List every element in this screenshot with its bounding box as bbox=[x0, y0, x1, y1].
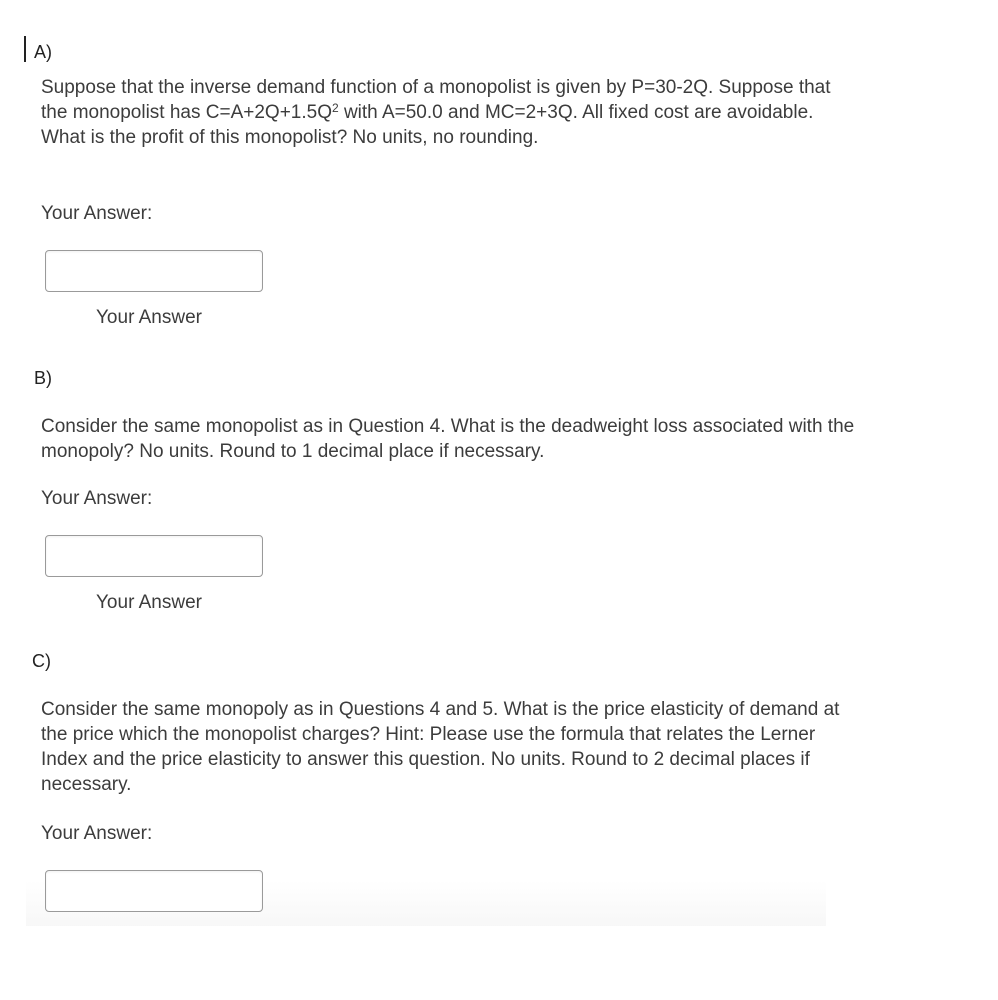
question-a-text bbox=[41, 75, 861, 150]
question-c-answer-input[interactable] bbox=[45, 870, 263, 912]
question-c-answer-label: Your Answer: bbox=[41, 823, 153, 844]
question-a-label: A) bbox=[34, 42, 52, 62]
question-a-text-before: Suppose that the inverse demand function of a monopolist is given by P=30-2Q. Suppose that the monopolist has C=A+2Q+1.5Q bbox=[41, 77, 831, 123]
question-a-text-sup: 2 bbox=[331, 101, 339, 115]
question-c-label: C) bbox=[32, 651, 51, 671]
question-b-answer-input[interactable] bbox=[45, 535, 263, 577]
question-b-answer-caption: Your Answer bbox=[96, 592, 202, 613]
question-b-answer-label: Your Answer: bbox=[41, 488, 153, 509]
question-b-text: Consider the same monopolist as in Question 4. What is the deadweight loss associated with the monopoly? No units. Round to 1 decimal place if necessary. bbox=[41, 416, 855, 462]
question-a-answer-label: Your Answer: bbox=[41, 203, 153, 224]
question-b-label: B) bbox=[34, 368, 52, 388]
question-a-answer-input[interactable] bbox=[45, 250, 263, 292]
question-a-text-after: with A=50.0 and MC=2+3Q. All fixed cost are avoidable. What is the profit of this monopolist? No units, no rounding. bbox=[41, 102, 814, 148]
question-a-answer-caption: Your Answer bbox=[96, 307, 202, 328]
text-cursor bbox=[24, 36, 26, 62]
question-c-text: Consider the same monopoly as in Questions 4 and 5. What is the price elasticity of demand at the price which the monopolist charges? Hint: Please use the formula that relates the Lerner Index and the price elasticity to answer this question. No units. Round to 2 decimal places if necessary. bbox=[41, 699, 840, 795]
